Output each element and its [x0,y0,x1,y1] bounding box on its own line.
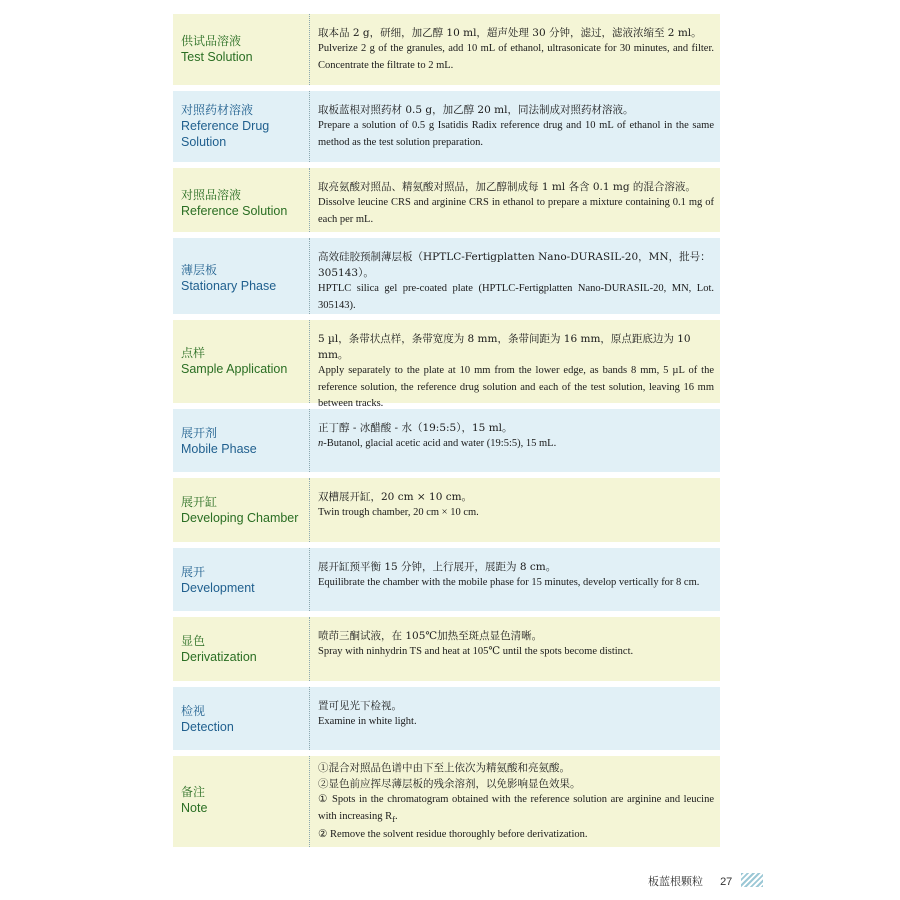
label-zh: 点样 [181,346,206,360]
row-content [310,320,720,409]
label-en: Test Solution [181,50,253,64]
label-zh: 备注 [181,785,206,799]
content-en: Examine in white light. [318,716,417,727]
note-en-2: ② Remove the solvent residue thoroughly before derivatization. [318,829,588,841]
row-content [310,478,720,542]
row-label [173,168,310,232]
row-label [173,478,310,542]
note-en-1 [318,792,714,827]
row-content [310,238,720,314]
note-en-1-end: . [395,810,398,822]
label-en: Derivatization [181,650,257,664]
content-zh: 5 µl，条带状点样，条带宽度为 8 mm，条带间距为 16 mm，原点距底边为 10 mm。 [318,333,691,361]
label-en: Mobile Phase [181,442,257,456]
table-row-detection [173,687,720,750]
table-row-reference-solution [173,168,720,232]
table-row-development [173,548,720,611]
row-content [310,168,720,232]
content-zh: 高效硅胶预制薄层板（HPTLC-Fertigplatten Nano-DURASIL-20，MN，批号：305143）。 [318,251,711,279]
row-label [173,91,310,162]
row-content [310,91,720,162]
table-row-derivatization [173,617,720,681]
content-zh: 取亮氨酸对照品、精氨酸对照品，加乙醇制成每 1 ml 各含 0.1 mg 的混合溶液。 [318,181,696,193]
content-zh: 正丁醇 - 冰醋酸 - 水（19:5:5），15 ml。 [318,422,513,434]
label-zh: 展开剂 [181,426,218,440]
content-zh: 取板蓝根对照药材 0.5 g，加乙醇 20 ml，同法制成对照药材溶液。 [318,104,634,116]
row-content [310,409,720,472]
label-en: Note [181,801,208,815]
row-label [173,687,310,750]
table-row-reference-drug-solution [173,91,720,162]
row-content [310,548,720,611]
content-en: Equilibrate the chamber with the mobile phase for 15 minutes, develop vertically for 8 cm. [318,577,700,588]
table-row-stationary-phase [173,238,720,314]
label-en: Development [181,581,255,595]
content-zh: 取本品 2 g，研细，加乙醇 10 ml，超声处理 30 分钟，滤过，滤液浓缩至 2 ml。 [318,27,702,39]
content-en: Spray with ninhydrin TS and heat at 105℃ until the spots become distinct. [318,646,634,657]
content-zh: 展开缸预平衡 15 分钟，上行展开，展距为 8 cm。 [318,561,557,573]
label-zh: 对照品溶液 [181,188,242,202]
tlc-parameter-table [173,14,720,853]
rf-subscript: f [392,813,395,824]
content-zh: 双槽展开缸，20 cm × 10 cm。 [318,491,473,503]
label-zh: 展开缸 [181,495,218,509]
footer-title: 板蓝根颗粒 [648,875,703,888]
table-row-test-solution [173,14,720,85]
label-zh: 显色 [181,634,206,648]
row-content [310,756,720,847]
table-row-developing-chamber [173,478,720,542]
footer-stripe-decoration [741,873,763,887]
content-zh: 置可见光下检视。 [318,700,402,712]
label-en: Stationary Phase [181,279,277,293]
table-row-sample-application [173,320,720,409]
row-content [310,617,720,681]
page-footer [648,873,732,889]
table-row-mobile-phase [173,409,720,472]
label-zh: 对照药材溶液 [181,103,254,117]
content-en: Apply separately to the plate at 10 mm from the lower edge, as bands 8 mm, 5 µL of the reference solution, the reference drug solution and each of the test solution, leaving 16 mm between tracks. [318,365,714,409]
row-content [310,687,720,750]
content-en: Twin trough chamber, 20 cm × 10 cm. [318,507,479,518]
row-label [173,320,310,403]
row-content [310,14,720,85]
note-en-1-text: ① Spots in the chromatogram obtained with the reference solution are arginine and leucine with increasing R [318,794,714,822]
page-number: 27 [720,876,733,888]
row-label [173,617,310,681]
table-row-note [173,756,720,847]
content-zh: 喷茚三酮试液，在 105℃加热至斑点显色清晰。 [318,630,543,642]
label-zh: 检视 [181,704,206,718]
content-en: Dissolve leucine CRS and arginine CRS in ethanol to prepare a mixture containing 0.1 mg of each per mL. [318,197,714,225]
row-label [173,238,310,314]
label-zh: 供试品溶液 [181,34,242,48]
content-en [318,436,714,453]
content-en: Prepare a solution of 0.5 g Isatidis Radix reference drug and 10 mL of ethanol in the same method as the test solution preparation. [318,120,714,148]
row-label [173,548,310,611]
content-en: Pulverize 2 g of the granules, add 10 mL of ethanol, ultrasonicate for 30 minutes, and filter. Concentrate the filtrate to 2 mL. [318,43,714,71]
row-label [173,14,310,85]
note-zh-1: ①混合对照品色谱中由下至上依次为精氨酸和亮氨酸。 [318,762,570,774]
row-label [173,756,310,847]
content-en: HPTLC silica gel pre-coated plate (HPTLC-Fertigplatten Nano-DURASIL-20, MN, Lot. 305143). [318,283,714,311]
note-zh-2: ②显色前应挥尽薄层板的残余溶剂，以免影响显色效果。 [318,778,581,790]
label-en: Detection [181,720,234,734]
label-en: Reference Solution [181,204,288,218]
content-en-text: -Butanol, glacial acetic acid and water (19:5:5), 15 mL. [323,438,557,449]
label-zh: 展开 [181,565,206,579]
label-en: Developing Chamber [181,511,299,525]
italic-prefix: n [318,438,324,449]
label-zh: 薄层板 [181,263,218,277]
row-label [173,409,310,472]
label-en: Reference Drug Solution [181,119,270,149]
label-en: Sample Application [181,362,288,376]
